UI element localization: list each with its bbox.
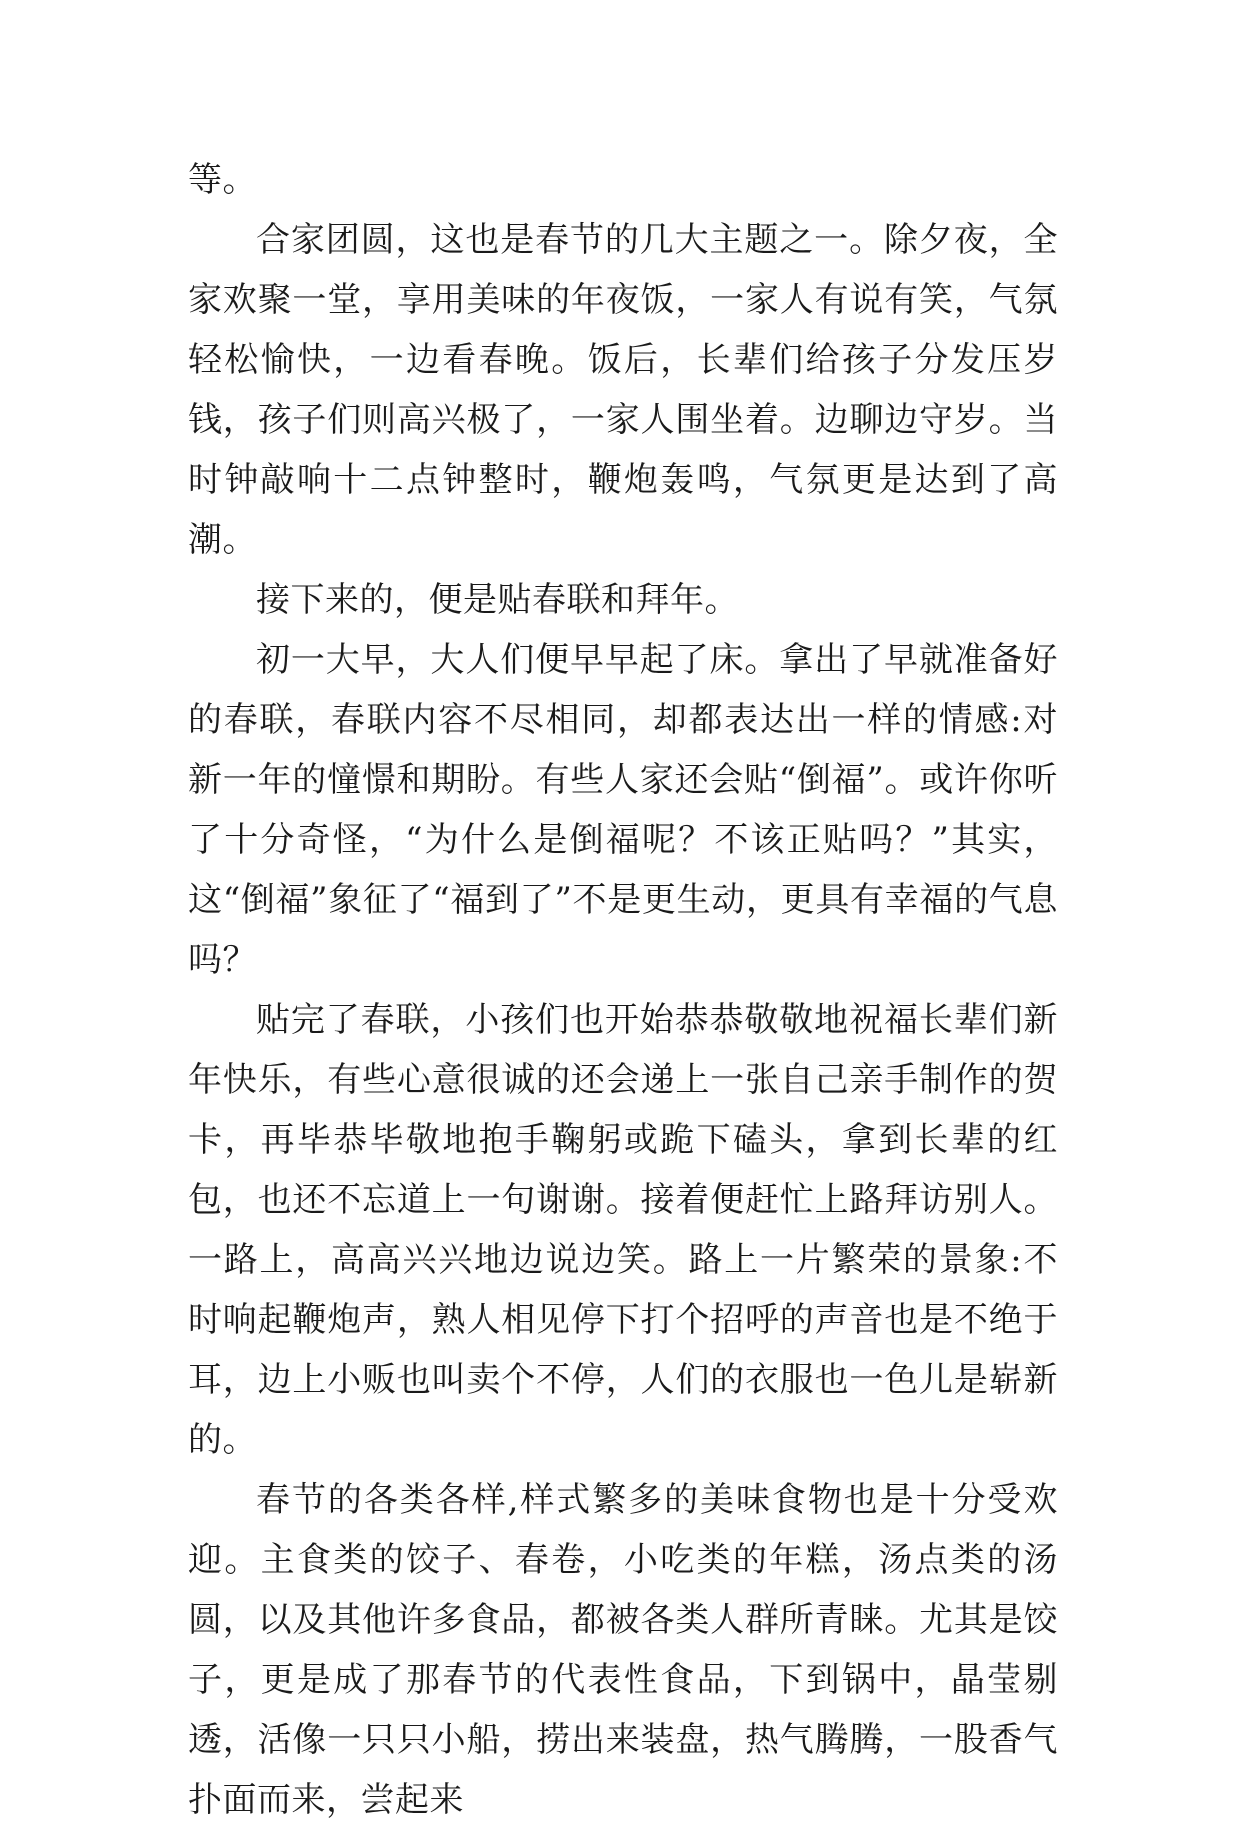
paragraph-2: 合家团圆，这也是春节的几大主题之一。除夕夜，全家欢聚一堂，享用美味的年夜饭，一家人有说有笑，气氛轻松愉快，一边看春晚。饭后，长辈们给孩子分发压岁钱，孩子们则高兴极了，一家人围坐着。边聊边守岁。当时钟敲响十二点钟整时，鞭炮轰鸣，气氛更是达到了高潮。 (188, 220, 1058, 560)
document-body (188, 150, 1058, 1830)
paragraph-1: 等。 (188, 160, 257, 200)
paragraph-6: 春节的各类各样,样式繁多的美味食物也是十分受欢迎。主食类的饺子、春卷，小吃类的年糕，汤点类的汤圆，以及其他许多食品，都被各类人群所青睐。尤其是饺子，更是成了那春节的代表性食品，下到锅中，晶莹剔透，活像一只只小船，捞出来装盘，热气腾腾，一股香气扑面而来，尝起来 (188, 1480, 1058, 1820)
paragraph-3: 接下来的，便是贴春联和拜年。 (256, 580, 739, 620)
paragraph-4: 初一大早，大人们便早早起了床。拿出了早就准备好的春联，春联内容不尽相同，却都表达出一样的情感:对新一年的憧憬和期盼。有些人家还会贴“倒福”。或许你听了十分奇怪，“为什么是倒福呢？不该正贴吗？”其实，这“倒福”象征了“福到了”不是更生动，更具有幸福的气息吗？ (188, 640, 1058, 980)
paragraph-5: 贴完了春联，小孩们也开始恭恭敬敬地祝福长辈们新年快乐，有些心意很诚的还会递上一张自己亲手制作的贺卡，再毕恭毕敬地抱手鞠躬或跪下磕头，拿到长辈的红包，也还不忘道上一句谢谢。接着便赶忙上路拜访别人。一路上，高高兴兴地边说边笑。路上一片繁荣的景象:不时响起鞭炮声，熟人相见停下打个招呼的声音也是不绝于耳，边上小贩也叫卖个不停，人们的衣服也一色儿是崭新的。 (188, 1000, 1058, 1460)
